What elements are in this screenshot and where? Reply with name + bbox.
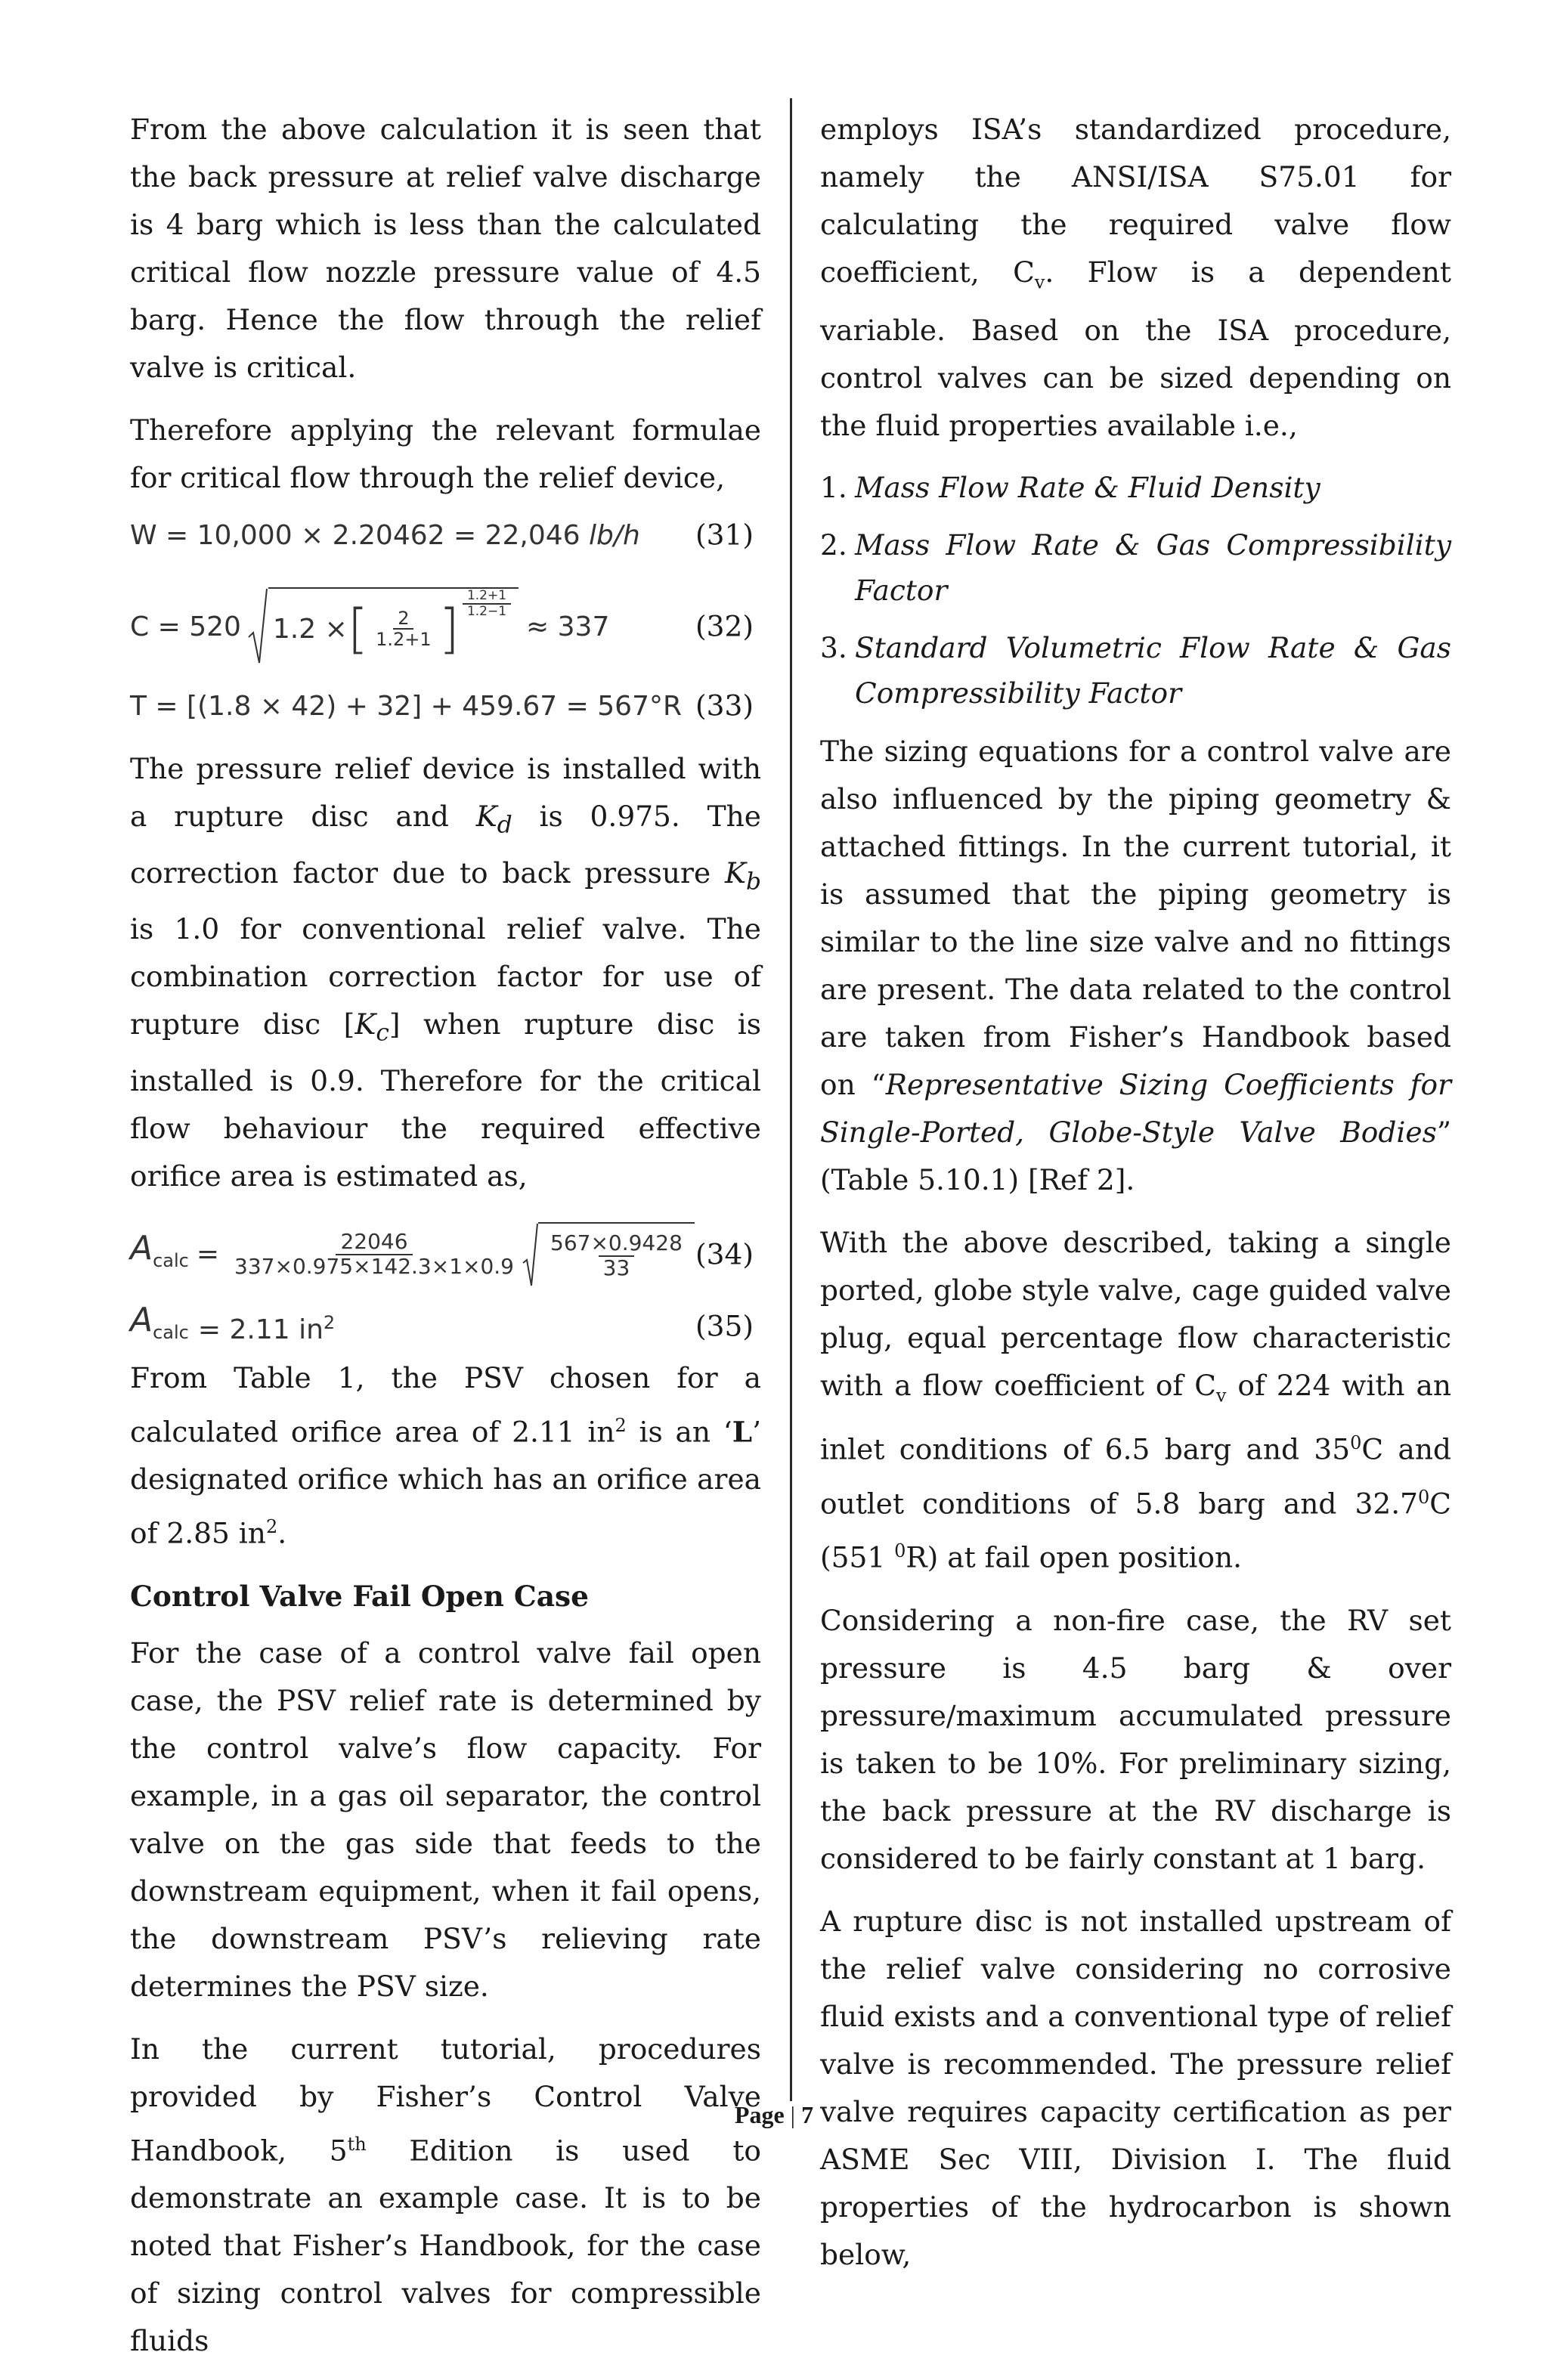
equation-number: (32): [695, 609, 754, 643]
paragraph-critical-flow: From the above calculation it is seen that the back pressure at relief valve discharge is 4 barg which is less than the calculated critical flow nozzle pressure value of 4.5 barg. Hence the flow through the relief valve is critical.: [130, 113, 761, 384]
right-column: [820, 106, 1451, 2294]
paragraph-correction-factors: The pressure relief device is installed with a rupture disc and $K_d$ is 0.975. The correction factor due to back pressure $K_b$ is 1.0 for conventional relief valve. The combination correction factor for use of rupture disc $[K_c]$ when rupture disc is installed is 0.9. Therefore for the critical flow behaviour the required effective orifice area is estimated as,: [130, 752, 761, 1193]
equation-number: (34): [695, 1237, 754, 1270]
paragraph-psv-orifice: From Table 1, the PSV chosen for a calculated orifice area of 2.11 $in^2$ is an ‘L’ designated orifice which has an orifice area of 2.85 $in^2$.: [130, 1360, 761, 1550]
column-divider: [790, 98, 792, 2101]
square-root: [522, 1222, 695, 1287]
fraction: $\frac{2}{1.2+1}$: [376, 607, 432, 650]
paragraph-fail-open: For the case of a control valve fail open case, the PSV relief rate is determined by the control valve’s flow capacity. For example, in a gas oil separator, the control valve on the gas side that feeds to the downstream equipment, when it fail opens, the downstream PSV’s relieving rate determines the PSV size.: [130, 1636, 761, 2003]
paragraph-rupture-disc: A rupture disc is not installed upstream of the relief valve considering no corrosive fluid exists and a conventional type of relief valve is recommended. The pressure relief valve requires capacity certification as per ASME Sec VIII, Division I. The fluid properties of the hydrocarbon is shown below,: [820, 1904, 1451, 2271]
paragraph-piping-geometry: The sizing equations for a control valve are also influenced by the piping geometry & attached fittings. In the current tutorial, it is assumed that the piping geometry is similar to the line size valve and no fittings are present. The data related to the control are taken from Fisher’s Handbook based on “Representative Sizing Coefficients for Single-Ported, Globe-Style Valve Bodies” (Table 5.10.1) [Ref 2].: [820, 734, 1451, 1196]
sizing-methods-list: [820, 465, 1451, 716]
paragraph-isa-procedure: employs ISA’s standardized procedure, namely the ANSI/ISA S75.01 for calculating the required valve flow coefficient, $C_v$. Flow is a dependent variable. Based on the ISA procedure, control valves can be sized depending on the fluid properties available i.e.,: [820, 113, 1451, 442]
page-number: 7: [801, 2101, 814, 2128]
list-item: 2. Mass Flow Rate & Gas Compressibility Factor: [820, 528, 1451, 607]
paragraph-valve-description: With the above described, taking a single ported, globe style valve, cage guided valve plug, equal percentage flow characteristic with a flow coefficient of $C_v$ of 224 with an inlet conditions of 6.5 barg and $35^0C$ and outlet conditions of 5.8 barg and 32.7$^0$C (551 $^0$R) at fail open position.: [820, 1225, 1451, 1574]
radical-sign-icon: [247, 587, 268, 666]
equation-35: $A_{calc}$ = 2.11 $in^2$ (35): [130, 1303, 761, 1350]
page-label: Page: [734, 2101, 785, 2128]
radical-sign-icon: [522, 1222, 538, 1287]
page-footer: Page | 7: [734, 2101, 814, 2128]
square-root: 1.2 × [ $\frac{2}{1.2+1}$ ] $\frac{1.2+1}{1.2-1}$: [247, 587, 519, 666]
paragraph-fisher-handbook: In the current tutorial, procedures provided by Fisher’s Control Valve Handbook, 5th Edition is used to demonstrate an example case. It is to be noted that Fisher’s Handbook, for the case of sizing control valves for compressible fluids: [130, 2032, 761, 2357]
equation-31: W = 10,000 × 2.20462 = 22,046 lb/h (31): [130, 512, 761, 558]
paragraph-non-fire-case: Considering a non-fire case, the RV set pressure is 4.5 barg & over pressure/maximum accumulated pressure is taken to be 10%. For preliminary sizing, the back pressure at the RV discharge is considered to be fairly constant at 1 barg.: [820, 1603, 1451, 1875]
list-item: 3. Standard Volumetric Flow Rate & Gas Compressibility Factor: [820, 630, 1451, 710]
paragraph-formulae-intro: Therefore applying the relevant formulae for critical flow through the relief device,: [130, 413, 761, 494]
equation-number: (31): [695, 518, 754, 552]
equation-33: T = [(1.8 × 42) + 32] + 459.67 = 567°R (33): [130, 683, 761, 729]
fraction: $\frac{567\times 0.9428}{33}$: [550, 1230, 683, 1280]
equation-32: C = 520 1.2 × [ $\frac{2}{1.2+1}$ ] $\frac{1.2+1}{1.2-1}$ ≈ 337 (32): [130, 585, 761, 668]
fraction: $\frac{22046}{337\times 0.975\times 142.3\times 1\times 0.9}$: [234, 1228, 514, 1279]
list-item: 1. Mass Flow Rate & Fluid Density: [820, 470, 1320, 504]
exponent-fraction: $\frac{1.2+1}{1.2-1}$: [463, 589, 511, 618]
equation-number: (33): [695, 689, 754, 723]
equation-34: $A_{calc}$ = $\frac{22046}{337\times 0.975\times 142.3\times 1\times 0.9}$ $\frac{567\times 0.9428}{33}$ (34): [130, 1217, 761, 1292]
section-heading: Control Valve Fail Open Case: [130, 1579, 590, 1613]
left-column: [130, 106, 761, 2380]
equation-number: (35): [695, 1309, 754, 1342]
